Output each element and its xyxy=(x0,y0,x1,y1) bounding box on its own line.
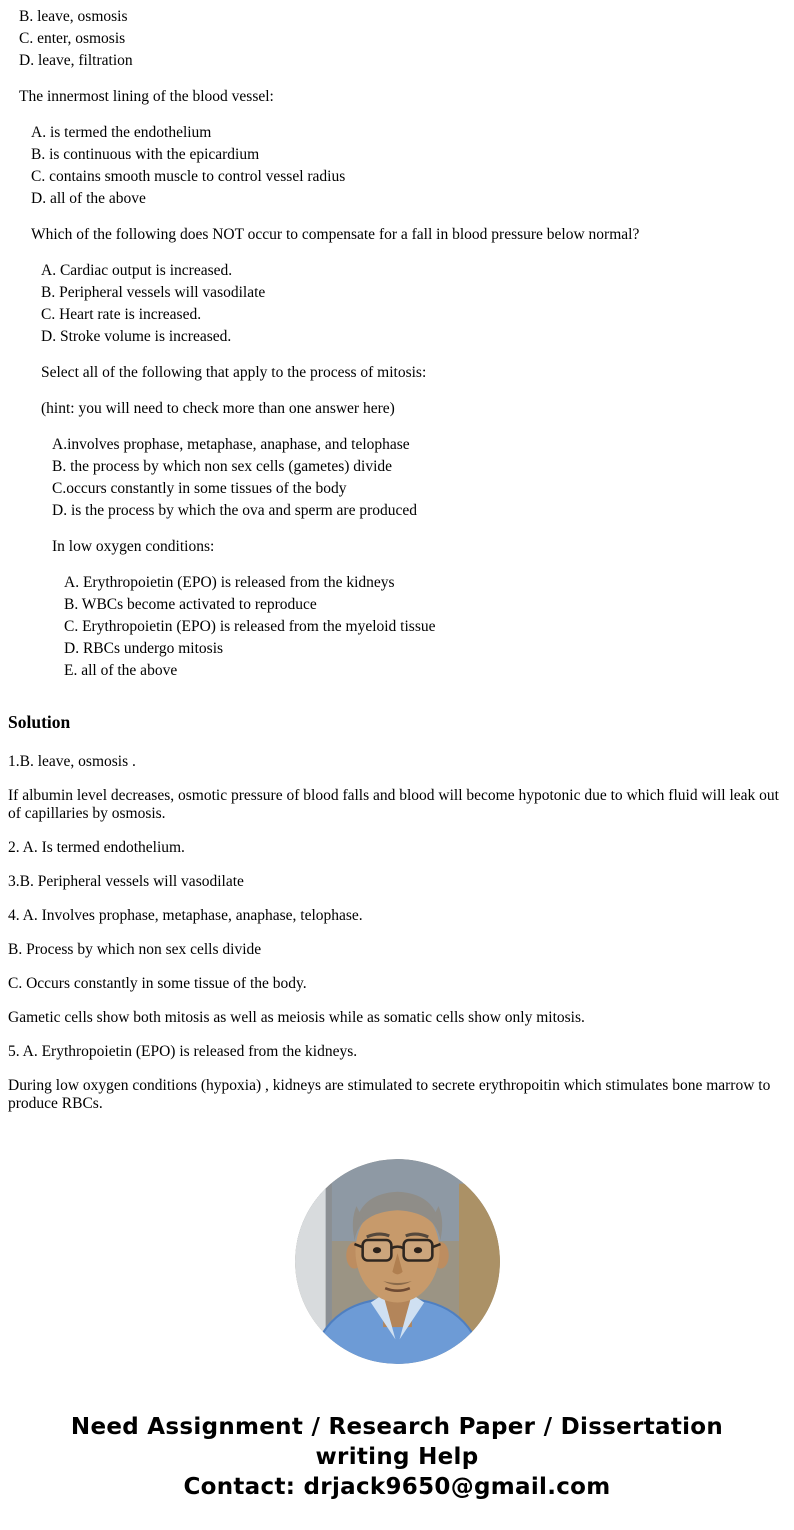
question-options-group xyxy=(8,434,786,522)
avatar-container xyxy=(8,1159,786,1364)
questions-section xyxy=(8,6,786,682)
tutor-avatar xyxy=(295,1159,500,1364)
answer-option: C. Heart rate is increased. xyxy=(41,306,202,323)
question-options-group xyxy=(8,122,786,210)
answer-option: C. Erythropoietin (EPO) is released from the myeloid tissue xyxy=(64,618,436,635)
solution-paragraph: 2. A. Is termed endothelium. xyxy=(8,839,185,856)
question-options-group xyxy=(8,260,786,348)
answer-option: B. is continuous with the epicardium xyxy=(31,146,260,163)
footer-contact-email: Contact: drjack9650@gmail.com xyxy=(183,1474,611,1500)
solution-heading: Solution xyxy=(8,712,71,732)
answer-option: B. WBCs become activated to reproduce xyxy=(64,596,317,613)
solution-paragraph: During low oxygen conditions (hypoxia) , kidneys are stimulated to secrete erythropoitin which stimulates bone marrow to produce RBCs. xyxy=(8,1077,771,1112)
solution-paragraph: 4. A. Involves prophase, metaphase, anaphase, telophase. xyxy=(8,907,363,924)
solution-paragraph: 3.B. Peripheral vessels will vasodilate xyxy=(8,873,244,890)
answer-option: A. is termed the endothelium xyxy=(31,124,212,141)
question-prompt: Select all of the following that apply to the process of mitosis: xyxy=(41,364,427,381)
question-options-group xyxy=(8,572,786,682)
solution-section xyxy=(8,712,786,1113)
answer-option: D. all of the above xyxy=(31,190,146,207)
solution-paragraph: If albumin level decreases, osmotic pressure of blood falls and blood will become hypotonic due to which fluid will leak out of capillaries by osmosis. xyxy=(8,787,779,822)
answer-option: B. leave, osmosis xyxy=(19,8,128,25)
solution-paragraph: Gametic cells show both mitosis as well as meiosis while as somatic cells show only mitosis. xyxy=(8,1009,585,1026)
answer-option: D. is the process by which the ova and sperm are produced xyxy=(52,502,417,519)
answer-option: A. Erythropoietin (EPO) is released from the kidneys xyxy=(64,574,395,591)
answer-option: A.involves prophase, metaphase, anaphase, and telophase xyxy=(52,436,410,453)
solution-paragraph: 1.B. leave, osmosis . xyxy=(8,753,136,770)
solution-paragraph: B. Process by which non sex cells divide xyxy=(8,941,262,958)
answer-option: C.occurs constantly in some tissues of the body xyxy=(52,480,347,497)
question-prompt: In low oxygen conditions: xyxy=(52,538,215,555)
question-prompt: Which of the following does NOT occur to compensate for a fall in blood pressure below normal? xyxy=(31,226,640,243)
answer-option: C. contains smooth muscle to control vessel radius xyxy=(31,168,346,185)
answer-option: D. Stroke volume is increased. xyxy=(41,328,232,345)
answer-option: D. RBCs undergo mitosis xyxy=(64,640,224,657)
answer-option: C. enter, osmosis xyxy=(19,30,126,47)
answer-option: B. the process by which non sex cells (gametes) divide xyxy=(52,458,393,475)
answer-option: A. Cardiac output is increased. xyxy=(41,262,233,279)
answer-option: E. all of the above xyxy=(64,662,178,679)
footer-banner xyxy=(8,1412,786,1502)
footer-line: Need Assignment / Research Paper / Dissertation xyxy=(70,1414,724,1440)
solution-paragraph: 5. A. Erythropoietin (EPO) is released from the kidneys. xyxy=(8,1043,358,1060)
question-prompt: The innermost lining of the blood vessel: xyxy=(19,88,274,105)
tutor-portrait-illustration xyxy=(295,1159,500,1364)
answer-option: D. leave, filtration xyxy=(19,52,133,69)
question-hint: (hint: you will need to check more than one answer here) xyxy=(41,400,395,417)
solution-paragraph: C. Occurs constantly in some tissue of the body. xyxy=(8,975,307,992)
question-options-group xyxy=(8,6,786,72)
footer-line: writing Help xyxy=(315,1444,479,1470)
answer-option: B. Peripheral vessels will vasodilate xyxy=(41,284,266,301)
